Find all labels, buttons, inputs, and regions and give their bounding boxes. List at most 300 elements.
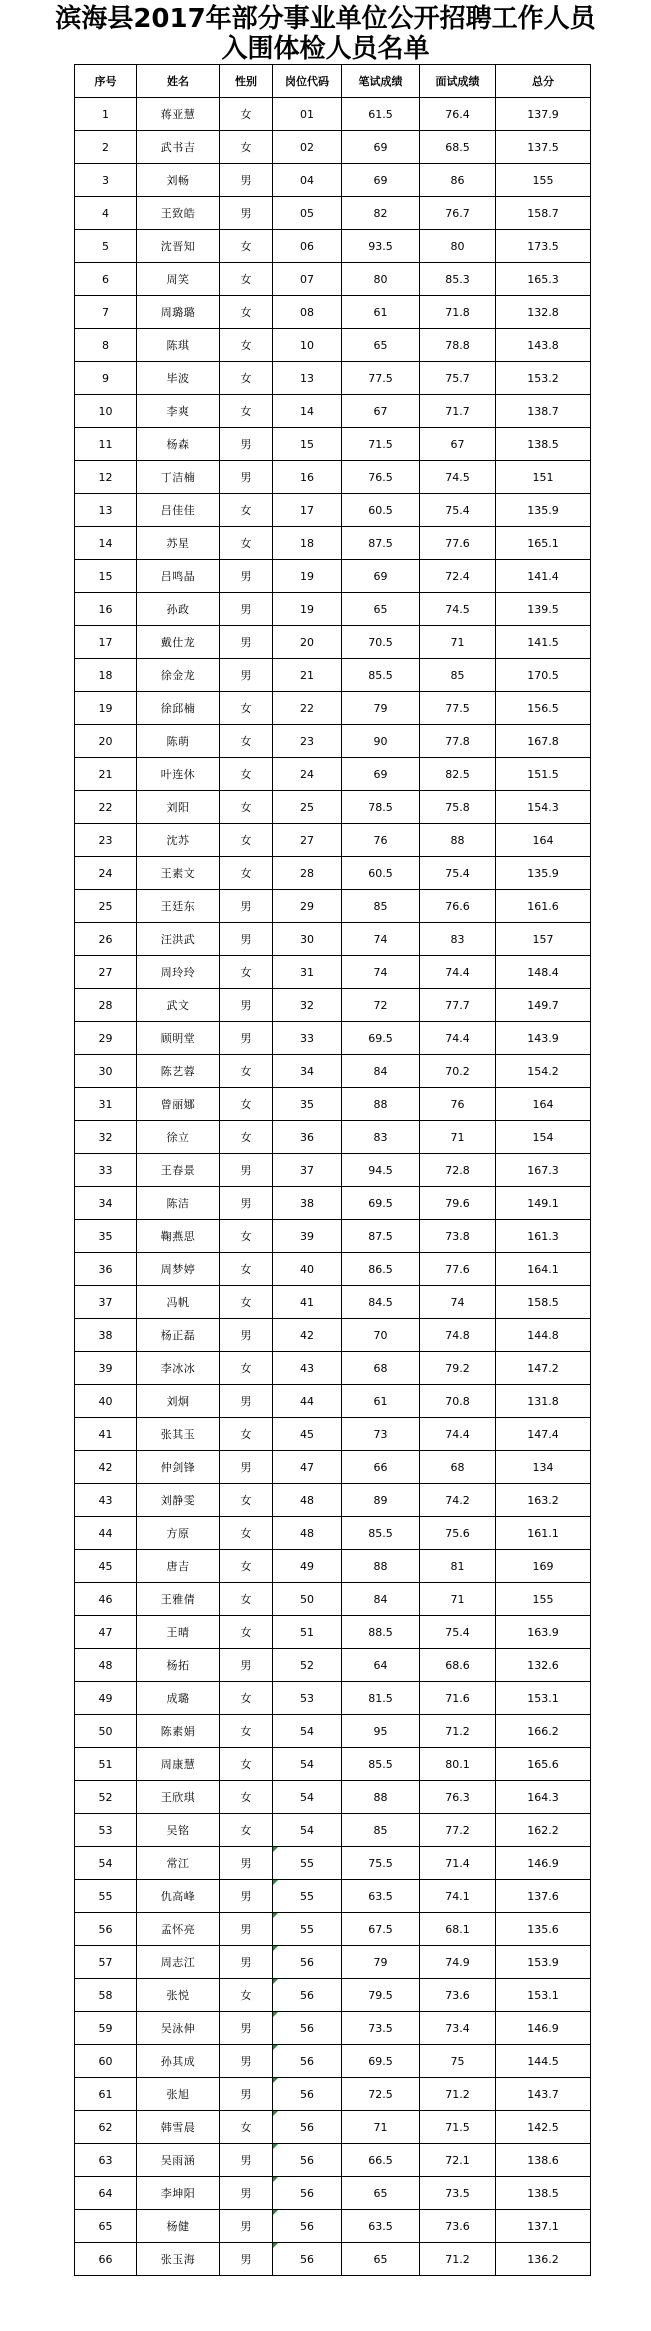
cell-gender: 女 — [220, 1418, 273, 1451]
cell-interview-score: 74.9 — [420, 1946, 496, 1979]
cell-gender: 男 — [220, 1022, 273, 1055]
cell-gender: 女 — [220, 1814, 273, 1847]
cell-gender: 男 — [220, 1880, 273, 1913]
cell-written-score: 85.5 — [342, 659, 420, 692]
cell-name: 仲剑锋 — [137, 1451, 220, 1484]
table-row — [75, 824, 591, 857]
cell-serial: 61 — [75, 2078, 137, 2111]
cell-interview-score: 75.4 — [420, 1616, 496, 1649]
cell-total-score: 154 — [496, 1121, 591, 1154]
cell-total-score: 153.1 — [496, 1979, 591, 2012]
cell-interview-score: 74.8 — [420, 1319, 496, 1352]
cell-interview-score: 76.7 — [420, 197, 496, 230]
cell-interview-score: 73.5 — [420, 2177, 496, 2210]
cell-interview-score: 74 — [420, 1286, 496, 1319]
cell-written-score: 84 — [342, 1055, 420, 1088]
cell-total-score: 154.2 — [496, 1055, 591, 1088]
cell-interview-score: 67 — [420, 428, 496, 461]
cell-gender: 男 — [220, 593, 273, 626]
cell-serial: 22 — [75, 791, 137, 824]
cell-name: 徐立 — [137, 1121, 220, 1154]
cell-gender: 女 — [220, 1616, 273, 1649]
cell-name: 张玉海 — [137, 2243, 220, 2276]
table-row — [75, 692, 591, 725]
cell-total-score: 137.1 — [496, 2210, 591, 2243]
cell-total-score: 153.1 — [496, 1682, 591, 1715]
cell-post-code: 56 — [273, 2012, 342, 2045]
cell-written-score: 64 — [342, 1649, 420, 1682]
cell-post-code: 52 — [273, 1649, 342, 1682]
cell-total-score: 146.9 — [496, 2012, 591, 2045]
cell-interview-score: 71 — [420, 1583, 496, 1616]
cell-name: 杨拓 — [137, 1649, 220, 1682]
table-row — [75, 1418, 591, 1451]
table-header-row — [75, 65, 591, 98]
cell-serial: 26 — [75, 923, 137, 956]
cell-serial: 3 — [75, 164, 137, 197]
cell-interview-score: 85 — [420, 659, 496, 692]
cell-interview-score: 72.4 — [420, 560, 496, 593]
cell-total-score: 163.9 — [496, 1616, 591, 1649]
cell-interview-score: 71.5 — [420, 2111, 496, 2144]
cell-total-score: 170.5 — [496, 659, 591, 692]
cell-post-code: 45 — [273, 1418, 342, 1451]
cell-serial: 32 — [75, 1121, 137, 1154]
table-row — [75, 1682, 591, 1715]
cell-name: 王雅倩 — [137, 1583, 220, 1616]
table-row — [75, 1715, 591, 1748]
cell-serial: 29 — [75, 1022, 137, 1055]
cell-written-score: 82 — [342, 197, 420, 230]
cell-written-score: 87.5 — [342, 1220, 420, 1253]
cell-interview-score: 70.2 — [420, 1055, 496, 1088]
cell-name: 韩雪晨 — [137, 2111, 220, 2144]
cell-serial: 4 — [75, 197, 137, 230]
cell-interview-score: 73.6 — [420, 1979, 496, 2012]
cell-name: 刘静雯 — [137, 1484, 220, 1517]
cell-written-score: 74 — [342, 923, 420, 956]
cell-post-code: 29 — [273, 890, 342, 923]
table-row — [75, 1517, 591, 1550]
cell-name: 孙其成 — [137, 2045, 220, 2078]
cell-name: 武文 — [137, 989, 220, 1022]
cell-name: 王致皓 — [137, 197, 220, 230]
cell-post-code: 50 — [273, 1583, 342, 1616]
cell-written-score: 85.5 — [342, 1517, 420, 1550]
table-row — [75, 1154, 591, 1187]
cell-post-code: 13 — [273, 362, 342, 395]
cell-serial: 9 — [75, 362, 137, 395]
table-row — [75, 1451, 591, 1484]
table-row — [75, 1385, 591, 1418]
table-row — [75, 1748, 591, 1781]
cell-total-score: 138.7 — [496, 395, 591, 428]
cell-interview-score: 77.5 — [420, 692, 496, 725]
cell-gender: 女 — [220, 1682, 273, 1715]
cell-written-score: 60.5 — [342, 857, 420, 890]
cell-serial: 14 — [75, 527, 137, 560]
cell-total-score: 165.3 — [496, 263, 591, 296]
cell-serial: 28 — [75, 989, 137, 1022]
cell-interview-score: 77.8 — [420, 725, 496, 758]
cell-name: 吕佳佳 — [137, 494, 220, 527]
cell-post-code: 38 — [273, 1187, 342, 1220]
table-row — [75, 1088, 591, 1121]
cell-serial: 41 — [75, 1418, 137, 1451]
cell-interview-score: 78.8 — [420, 329, 496, 362]
cell-serial: 1 — [75, 98, 137, 131]
table-row — [75, 1979, 591, 2012]
cell-written-score: 69 — [342, 164, 420, 197]
cell-written-score: 60.5 — [342, 494, 420, 527]
table-row — [75, 857, 591, 890]
cell-serial: 44 — [75, 1517, 137, 1550]
cell-written-score: 69 — [342, 758, 420, 791]
cell-interview-score: 76.6 — [420, 890, 496, 923]
table-row — [75, 1286, 591, 1319]
cell-total-score: 161.6 — [496, 890, 591, 923]
table-row — [75, 1616, 591, 1649]
cell-serial: 59 — [75, 2012, 137, 2045]
cell-name: 吴铭 — [137, 1814, 220, 1847]
cell-total-score: 156.5 — [496, 692, 591, 725]
cell-interview-score: 75 — [420, 2045, 496, 2078]
cell-gender: 女 — [220, 725, 273, 758]
cell-gender: 女 — [220, 1748, 273, 1781]
table-row — [75, 890, 591, 923]
cell-name: 汪洪武 — [137, 923, 220, 956]
table-row — [75, 1352, 591, 1385]
cell-name: 杨健 — [137, 2210, 220, 2243]
cell-post-code: 34 — [273, 1055, 342, 1088]
cell-interview-score: 74.1 — [420, 1880, 496, 1913]
cell-gender: 女 — [220, 2111, 273, 2144]
cell-name: 陈洁 — [137, 1187, 220, 1220]
cell-written-score: 79.5 — [342, 1979, 420, 2012]
cell-post-code: 07 — [273, 263, 342, 296]
table-body — [75, 98, 591, 2276]
table-row — [75, 164, 591, 197]
cell-total-score: 143.7 — [496, 2078, 591, 2111]
cell-serial: 57 — [75, 1946, 137, 1979]
cell-gender: 男 — [220, 2045, 273, 2078]
cell-written-score: 94.5 — [342, 1154, 420, 1187]
cell-written-score: 72 — [342, 989, 420, 1022]
cell-post-code: 31 — [273, 956, 342, 989]
table-row — [75, 2012, 591, 2045]
cell-written-score: 95 — [342, 1715, 420, 1748]
table-row — [75, 1319, 591, 1352]
cell-interview-score: 72.8 — [420, 1154, 496, 1187]
table-row — [75, 362, 591, 395]
cell-total-score: 139.5 — [496, 593, 591, 626]
document-subtitle: 入围体检人员名单 — [221, 34, 430, 64]
table-row — [75, 1880, 591, 1913]
cell-written-score: 74 — [342, 956, 420, 989]
cell-serial: 60 — [75, 2045, 137, 2078]
header-post-code: 岗位代码 — [273, 65, 342, 98]
table-row — [75, 923, 591, 956]
cell-post-code: 56 — [273, 2177, 342, 2210]
cell-name: 刘炯 — [137, 1385, 220, 1418]
table-row — [75, 2111, 591, 2144]
cell-written-score: 84 — [342, 1583, 420, 1616]
cell-name: 王欣琪 — [137, 1781, 220, 1814]
cell-interview-score: 76.4 — [420, 98, 496, 131]
cell-name: 顾明堂 — [137, 1022, 220, 1055]
cell-name: 鞠燕思 — [137, 1220, 220, 1253]
cell-total-score: 166.2 — [496, 1715, 591, 1748]
cell-name: 周玲玲 — [137, 956, 220, 989]
cell-serial: 40 — [75, 1385, 137, 1418]
table-row — [75, 626, 591, 659]
cell-gender: 男 — [220, 1913, 273, 1946]
cell-written-score: 85.5 — [342, 1748, 420, 1781]
cell-total-score: 161.1 — [496, 1517, 591, 1550]
table-row — [75, 1847, 591, 1880]
cell-serial: 25 — [75, 890, 137, 923]
cell-serial: 33 — [75, 1154, 137, 1187]
cell-post-code: 54 — [273, 1781, 342, 1814]
cell-serial: 47 — [75, 1616, 137, 1649]
cell-total-score: 147.4 — [496, 1418, 591, 1451]
cell-written-score: 83 — [342, 1121, 420, 1154]
cell-gender: 男 — [220, 2012, 273, 2045]
table-row — [75, 1946, 591, 1979]
cell-total-score: 165.1 — [496, 527, 591, 560]
cell-gender: 女 — [220, 1253, 273, 1286]
cell-name: 蒋亚慧 — [137, 98, 220, 131]
cell-name: 吴雨涵 — [137, 2144, 220, 2177]
cell-interview-score: 74.2 — [420, 1484, 496, 1517]
cell-interview-score: 68 — [420, 1451, 496, 1484]
cell-written-score: 66.5 — [342, 2144, 420, 2177]
cell-total-score: 132.8 — [496, 296, 591, 329]
cell-gender: 女 — [220, 1055, 273, 1088]
cell-written-score: 76.5 — [342, 461, 420, 494]
cell-serial: 45 — [75, 1550, 137, 1583]
cell-gender: 女 — [220, 1517, 273, 1550]
cell-serial: 49 — [75, 1682, 137, 1715]
cell-written-score: 67 — [342, 395, 420, 428]
cell-written-score: 61.5 — [342, 98, 420, 131]
cell-interview-score: 75.7 — [420, 362, 496, 395]
cell-interview-score: 75.6 — [420, 1517, 496, 1550]
cell-serial: 6 — [75, 263, 137, 296]
cell-serial: 23 — [75, 824, 137, 857]
cell-serial: 50 — [75, 1715, 137, 1748]
cell-serial: 38 — [75, 1319, 137, 1352]
cell-post-code: 55 — [273, 1847, 342, 1880]
cell-interview-score: 72.1 — [420, 2144, 496, 2177]
cell-written-score: 69.5 — [342, 1022, 420, 1055]
cell-serial: 18 — [75, 659, 137, 692]
cell-total-score: 134 — [496, 1451, 591, 1484]
cell-name: 周梦婷 — [137, 1253, 220, 1286]
table-row — [75, 329, 591, 362]
cell-gender: 女 — [220, 1220, 273, 1253]
cell-post-code: 35 — [273, 1088, 342, 1121]
cell-written-score: 88.5 — [342, 1616, 420, 1649]
cell-post-code: 49 — [273, 1550, 342, 1583]
cell-post-code: 56 — [273, 2045, 342, 2078]
cell-serial: 64 — [75, 2177, 137, 2210]
cell-written-score: 69 — [342, 131, 420, 164]
cell-gender: 男 — [220, 626, 273, 659]
cell-name: 吕鸣晶 — [137, 560, 220, 593]
table-row — [75, 593, 591, 626]
cell-total-score: 138.5 — [496, 2177, 591, 2210]
table-row — [75, 263, 591, 296]
cell-post-code: 56 — [273, 2144, 342, 2177]
cell-gender: 男 — [220, 2210, 273, 2243]
cell-gender: 男 — [220, 923, 273, 956]
cell-post-code: 54 — [273, 1748, 342, 1781]
table-row — [75, 230, 591, 263]
cell-name: 杨森 — [137, 428, 220, 461]
cell-total-score: 144.8 — [496, 1319, 591, 1352]
cell-interview-score: 71 — [420, 626, 496, 659]
cell-total-score: 149.7 — [496, 989, 591, 1022]
cell-gender: 男 — [220, 560, 273, 593]
cell-gender: 男 — [220, 989, 273, 1022]
header-gender: 性别 — [220, 65, 273, 98]
cell-serial: 55 — [75, 1880, 137, 1913]
cell-name: 方原 — [137, 1517, 220, 1550]
cell-gender: 女 — [220, 527, 273, 560]
cell-name: 周志江 — [137, 1946, 220, 1979]
cell-interview-score: 71.2 — [420, 2078, 496, 2111]
cell-serial: 66 — [75, 2243, 137, 2276]
cell-total-score: 162.2 — [496, 1814, 591, 1847]
cell-serial: 20 — [75, 725, 137, 758]
cell-serial: 2 — [75, 131, 137, 164]
table-row — [75, 2243, 591, 2276]
cell-serial: 63 — [75, 2144, 137, 2177]
cell-name: 陈琪 — [137, 329, 220, 362]
cell-post-code: 23 — [273, 725, 342, 758]
cell-interview-score: 71.2 — [420, 2243, 496, 2276]
cell-post-code: 44 — [273, 1385, 342, 1418]
cell-total-score: 169 — [496, 1550, 591, 1583]
cell-gender: 男 — [220, 428, 273, 461]
table-row — [75, 527, 591, 560]
cell-total-score: 144.5 — [496, 2045, 591, 2078]
cell-serial: 36 — [75, 1253, 137, 1286]
cell-post-code: 33 — [273, 1022, 342, 1055]
table-row — [75, 989, 591, 1022]
cell-written-score: 88 — [342, 1781, 420, 1814]
cell-post-code: 48 — [273, 1517, 342, 1550]
cell-interview-score: 74.4 — [420, 1418, 496, 1451]
cell-serial: 27 — [75, 956, 137, 989]
cell-name: 张其玉 — [137, 1418, 220, 1451]
cell-interview-score: 75.8 — [420, 791, 496, 824]
cell-gender: 女 — [220, 1484, 273, 1517]
cell-total-score: 135.9 — [496, 494, 591, 527]
cell-interview-score: 73.6 — [420, 2210, 496, 2243]
cell-gender: 男 — [220, 461, 273, 494]
cell-gender: 女 — [220, 263, 273, 296]
cell-gender: 女 — [220, 362, 273, 395]
cell-serial: 13 — [75, 494, 137, 527]
cell-name: 王素文 — [137, 857, 220, 890]
cell-interview-score: 77.6 — [420, 1253, 496, 1286]
cell-interview-score: 88 — [420, 824, 496, 857]
cell-post-code: 02 — [273, 131, 342, 164]
cell-gender: 男 — [220, 2177, 273, 2210]
table-row — [75, 1550, 591, 1583]
cell-total-score: 151 — [496, 461, 591, 494]
cell-gender: 女 — [220, 494, 273, 527]
cell-total-score: 154.3 — [496, 791, 591, 824]
cell-interview-score: 80 — [420, 230, 496, 263]
cell-serial: 16 — [75, 593, 137, 626]
table-row — [75, 1649, 591, 1682]
cell-gender: 女 — [220, 824, 273, 857]
cell-total-score: 155 — [496, 1583, 591, 1616]
cell-gender: 女 — [220, 131, 273, 164]
cell-gender: 男 — [220, 1154, 273, 1187]
cell-post-code: 10 — [273, 329, 342, 362]
cell-post-code: 56 — [273, 2111, 342, 2144]
cell-post-code: 40 — [273, 1253, 342, 1286]
document-title: 滨海县2017年部分事业单位公开招聘工作人员 — [55, 4, 596, 34]
table-row — [75, 2045, 591, 2078]
cell-interview-score: 83 — [420, 923, 496, 956]
cell-gender: 男 — [220, 2243, 273, 2276]
cell-post-code: 36 — [273, 1121, 342, 1154]
cell-total-score: 155 — [496, 164, 591, 197]
cell-total-score: 153.9 — [496, 1946, 591, 1979]
cell-interview-score: 85.3 — [420, 263, 496, 296]
cell-name: 张悦 — [137, 1979, 220, 2012]
cell-post-code: 37 — [273, 1154, 342, 1187]
cell-written-score: 80 — [342, 263, 420, 296]
cell-written-score: 63.5 — [342, 2210, 420, 2243]
cell-gender: 男 — [220, 2078, 273, 2111]
table-row — [75, 560, 591, 593]
cell-interview-score: 75.4 — [420, 857, 496, 890]
cell-total-score: 164 — [496, 1088, 591, 1121]
cell-written-score: 70.5 — [342, 626, 420, 659]
cell-serial: 39 — [75, 1352, 137, 1385]
cell-gender: 男 — [220, 1649, 273, 1682]
cell-name: 苏星 — [137, 527, 220, 560]
cell-post-code: 06 — [273, 230, 342, 263]
table-row — [75, 2144, 591, 2177]
cell-name: 吴泳伸 — [137, 2012, 220, 2045]
cell-total-score: 167.8 — [496, 725, 591, 758]
cell-post-code: 48 — [273, 1484, 342, 1517]
cell-written-score: 81.5 — [342, 1682, 420, 1715]
cell-interview-score: 75.4 — [420, 494, 496, 527]
cell-gender: 女 — [220, 1979, 273, 2012]
cell-written-score: 65 — [342, 329, 420, 362]
cell-written-score: 88 — [342, 1088, 420, 1121]
cell-written-score: 63.5 — [342, 1880, 420, 1913]
cell-post-code: 56 — [273, 2243, 342, 2276]
cell-post-code: 01 — [273, 98, 342, 131]
cell-name: 徐邱楠 — [137, 692, 220, 725]
cell-serial: 31 — [75, 1088, 137, 1121]
cell-gender: 女 — [220, 1781, 273, 1814]
cell-post-code: 41 — [273, 1286, 342, 1319]
cell-post-code: 39 — [273, 1220, 342, 1253]
cell-serial: 24 — [75, 857, 137, 890]
header-interview-score: 面试成绩 — [420, 65, 496, 98]
cell-serial: 43 — [75, 1484, 137, 1517]
